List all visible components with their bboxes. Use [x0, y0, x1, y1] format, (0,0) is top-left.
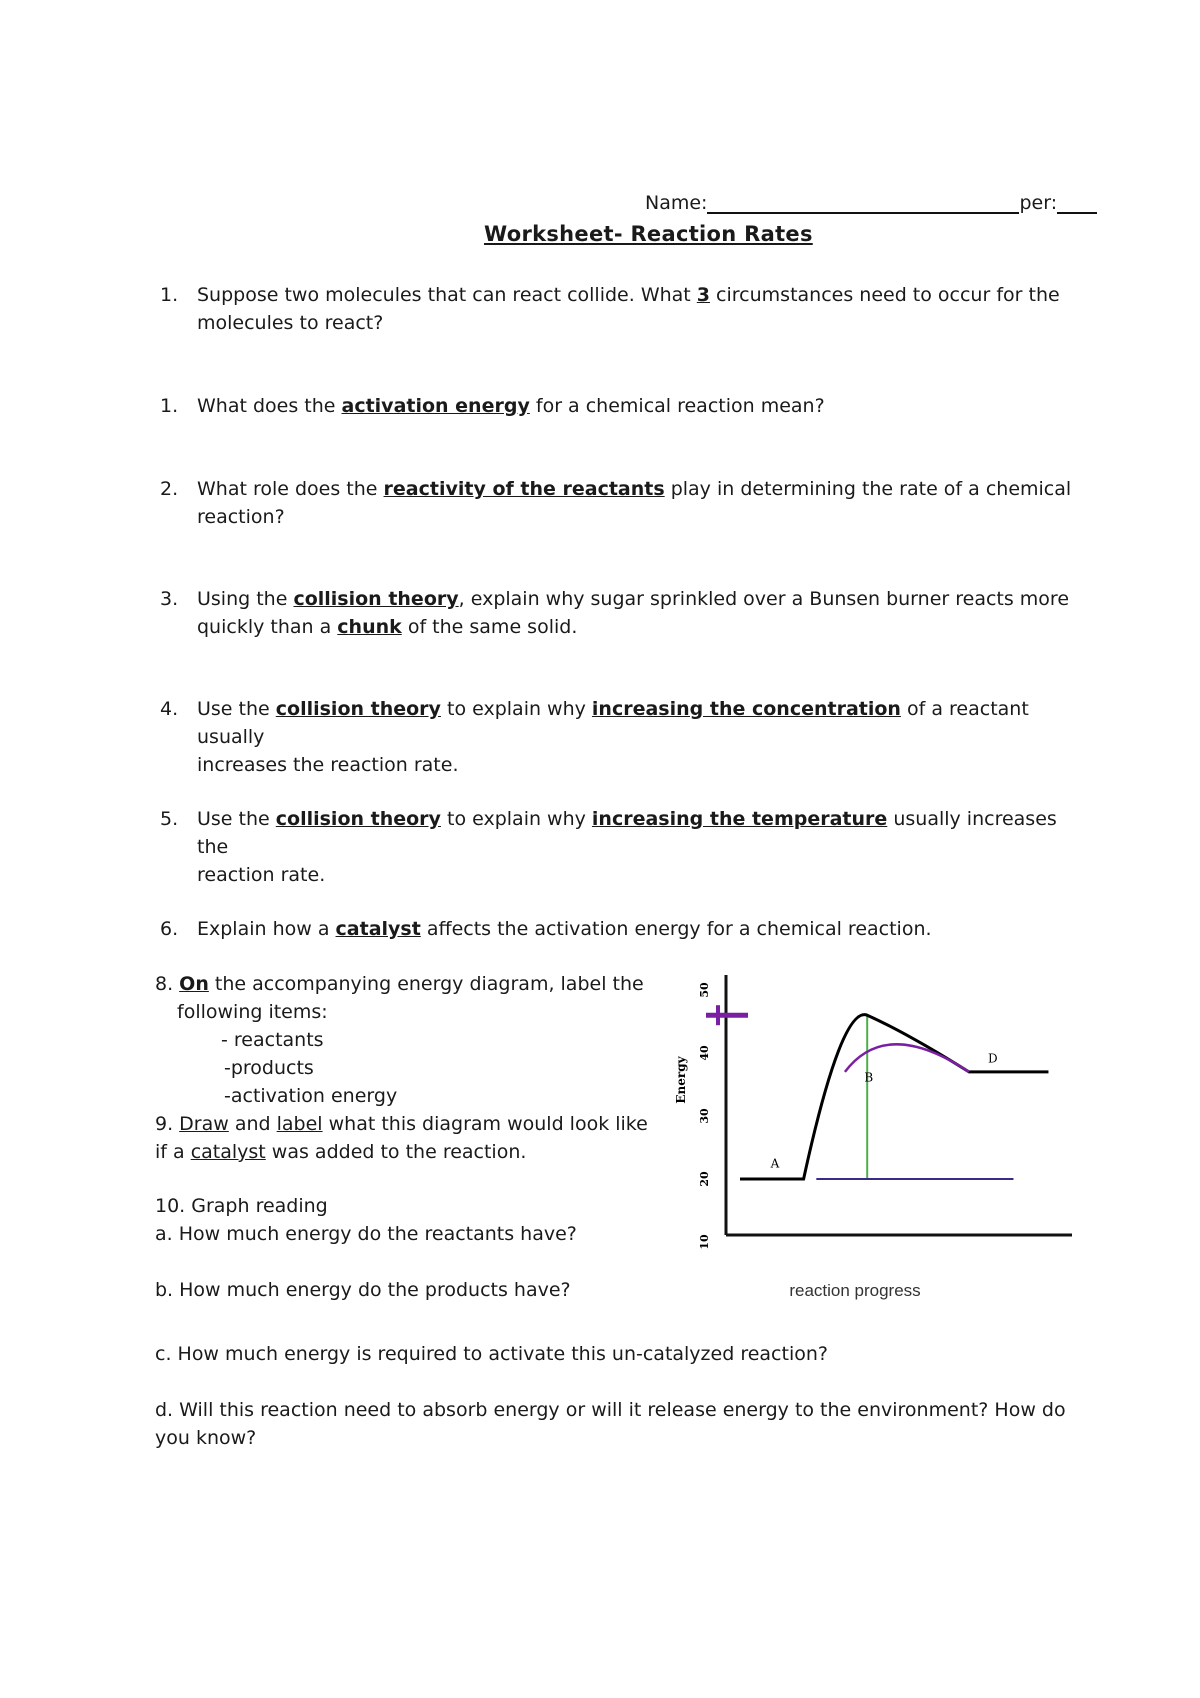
keyword: activation energy	[341, 395, 530, 417]
keyword: increasing the concentration	[591, 698, 901, 720]
y-tick-label: 20	[698, 1171, 711, 1187]
keyword: collision theory	[275, 698, 441, 720]
section-9-line1	[155, 1110, 675, 1138]
keyword: label	[276, 1113, 323, 1135]
question-text	[197, 281, 1060, 337]
text-run: of the same solid.	[401, 616, 578, 638]
keyword: chunk	[337, 616, 402, 638]
section-8-line2: following items:	[177, 1001, 328, 1023]
question-10a: a. How much energy do the reactants have?	[155, 1223, 577, 1245]
text-run: and	[228, 1113, 277, 1135]
page-title: Worksheet- Reaction Rates	[484, 222, 813, 246]
point-label-a: A	[770, 1156, 780, 1171]
name-label: Name:	[645, 192, 708, 214]
y-tick-label: 10	[698, 1234, 711, 1250]
series-catalyzed	[845, 1044, 969, 1072]
question-text	[197, 585, 1069, 641]
section-9-line2	[155, 1138, 675, 1166]
question-1b	[160, 392, 1080, 422]
series-uncatalyzed	[740, 1015, 1048, 1179]
text-run: the accompanying energy diagram, label the	[208, 973, 644, 995]
section-8-line1	[155, 970, 675, 998]
keyword: catalyst	[190, 1141, 266, 1163]
text-run: Explain how a	[197, 918, 336, 940]
keyword: collision theory	[293, 588, 459, 610]
question-number: 1.	[160, 395, 179, 417]
name-line	[645, 192, 1105, 214]
text-run: What role does the	[197, 478, 384, 500]
section-10-heading: 10. Graph reading	[155, 1195, 328, 1217]
point-label-d: D	[987, 1051, 998, 1066]
section-8	[155, 970, 675, 1110]
item-activation-energy: -activation energy	[224, 1085, 398, 1107]
text-run: , explain why sugar sprinkled over a Bunsen burner reacts more	[458, 588, 1070, 610]
keyword: collision theory	[275, 808, 441, 830]
name-blank[interactable]	[707, 194, 1019, 214]
question-number: 3.	[160, 588, 179, 610]
per-blank[interactable]	[1057, 194, 1097, 214]
keyword: catalyst	[335, 918, 421, 940]
text-run: 8.	[155, 973, 180, 995]
text-run: Using the	[197, 588, 294, 610]
text-run: What does the	[197, 395, 342, 417]
keyword: 3	[696, 284, 711, 306]
question-3	[160, 585, 1080, 645]
y-tick-labels	[698, 982, 711, 1250]
text-run: reaction rate.	[197, 864, 326, 886]
question-10c: c. How much energy is required to activate this un-catalyzed reaction?	[155, 1343, 828, 1365]
text-run: increases the reaction rate.	[197, 754, 459, 776]
question-2	[160, 475, 1080, 535]
question-text	[197, 392, 825, 420]
series	[740, 1015, 1048, 1179]
x-axis-label: reaction progress	[789, 1281, 921, 1300]
point-label-b: B	[864, 1070, 874, 1085]
text-run: to explain why	[440, 698, 592, 720]
question-number: 5.	[160, 808, 179, 830]
text-run: affects the activation energy for a chemical reaction.	[420, 918, 932, 940]
text-run: play in determining the rate of a chemical	[664, 478, 1072, 500]
text-run: usually increases the	[197, 808, 1057, 858]
text-run: Use the	[197, 698, 276, 720]
question-10d-line2: you know?	[155, 1427, 257, 1449]
text-run: 9.	[155, 1113, 180, 1135]
text-run: molecules to react?	[197, 312, 384, 334]
question-number: 2.	[160, 478, 179, 500]
item-products: -products	[224, 1057, 314, 1079]
keyword: Draw	[179, 1113, 229, 1135]
y-tick-label: 40	[698, 1045, 711, 1061]
question-text	[197, 915, 932, 943]
text-run: Use the	[197, 808, 276, 830]
per-label: per:	[1019, 192, 1058, 214]
question-5	[160, 805, 1080, 886]
question-number: 1.	[160, 284, 179, 306]
text-run: what this diagram would look like	[322, 1113, 648, 1135]
text-run: to explain why	[440, 808, 592, 830]
question-6	[160, 915, 1080, 945]
question-number: 4.	[160, 698, 179, 720]
y-tick-label: 30	[698, 1108, 711, 1124]
question-1a	[160, 281, 1080, 341]
section-9	[155, 1110, 675, 1166]
text-run: if a	[155, 1141, 191, 1163]
question-text	[197, 695, 1080, 779]
text-run: for a chemical reaction mean?	[529, 395, 825, 417]
question-text	[197, 805, 1080, 889]
question-text	[197, 475, 1071, 531]
keyword: On	[179, 973, 209, 995]
keyword: increasing the temperature	[591, 808, 888, 830]
text-run: circumstances need to occur for the	[710, 284, 1060, 306]
question-4	[160, 695, 1080, 776]
energy-diagram	[660, 960, 1090, 1310]
question-number: 6.	[160, 918, 179, 940]
text-run: reaction?	[197, 506, 285, 528]
y-tick-label: 50	[698, 982, 711, 998]
question-10b: b. How much energy do the products have?	[155, 1279, 571, 1301]
text-run: quickly than a	[197, 616, 338, 638]
question-10d-line1: d. Will this reaction need to absorb energy or will it release energy to the environment? How do	[155, 1399, 1066, 1421]
question-10d	[155, 1396, 1095, 1452]
text-run: of a reactant usually	[197, 698, 1029, 748]
keyword: reactivity of the reactants	[383, 478, 665, 500]
guides	[706, 1005, 1013, 1179]
y-axis-label: Energy	[674, 1056, 688, 1104]
text-run: was added to the reaction.	[265, 1141, 527, 1163]
text-run: Suppose two molecules that can react collide. What	[197, 284, 697, 306]
item-reactants: - reactants	[221, 1029, 324, 1051]
